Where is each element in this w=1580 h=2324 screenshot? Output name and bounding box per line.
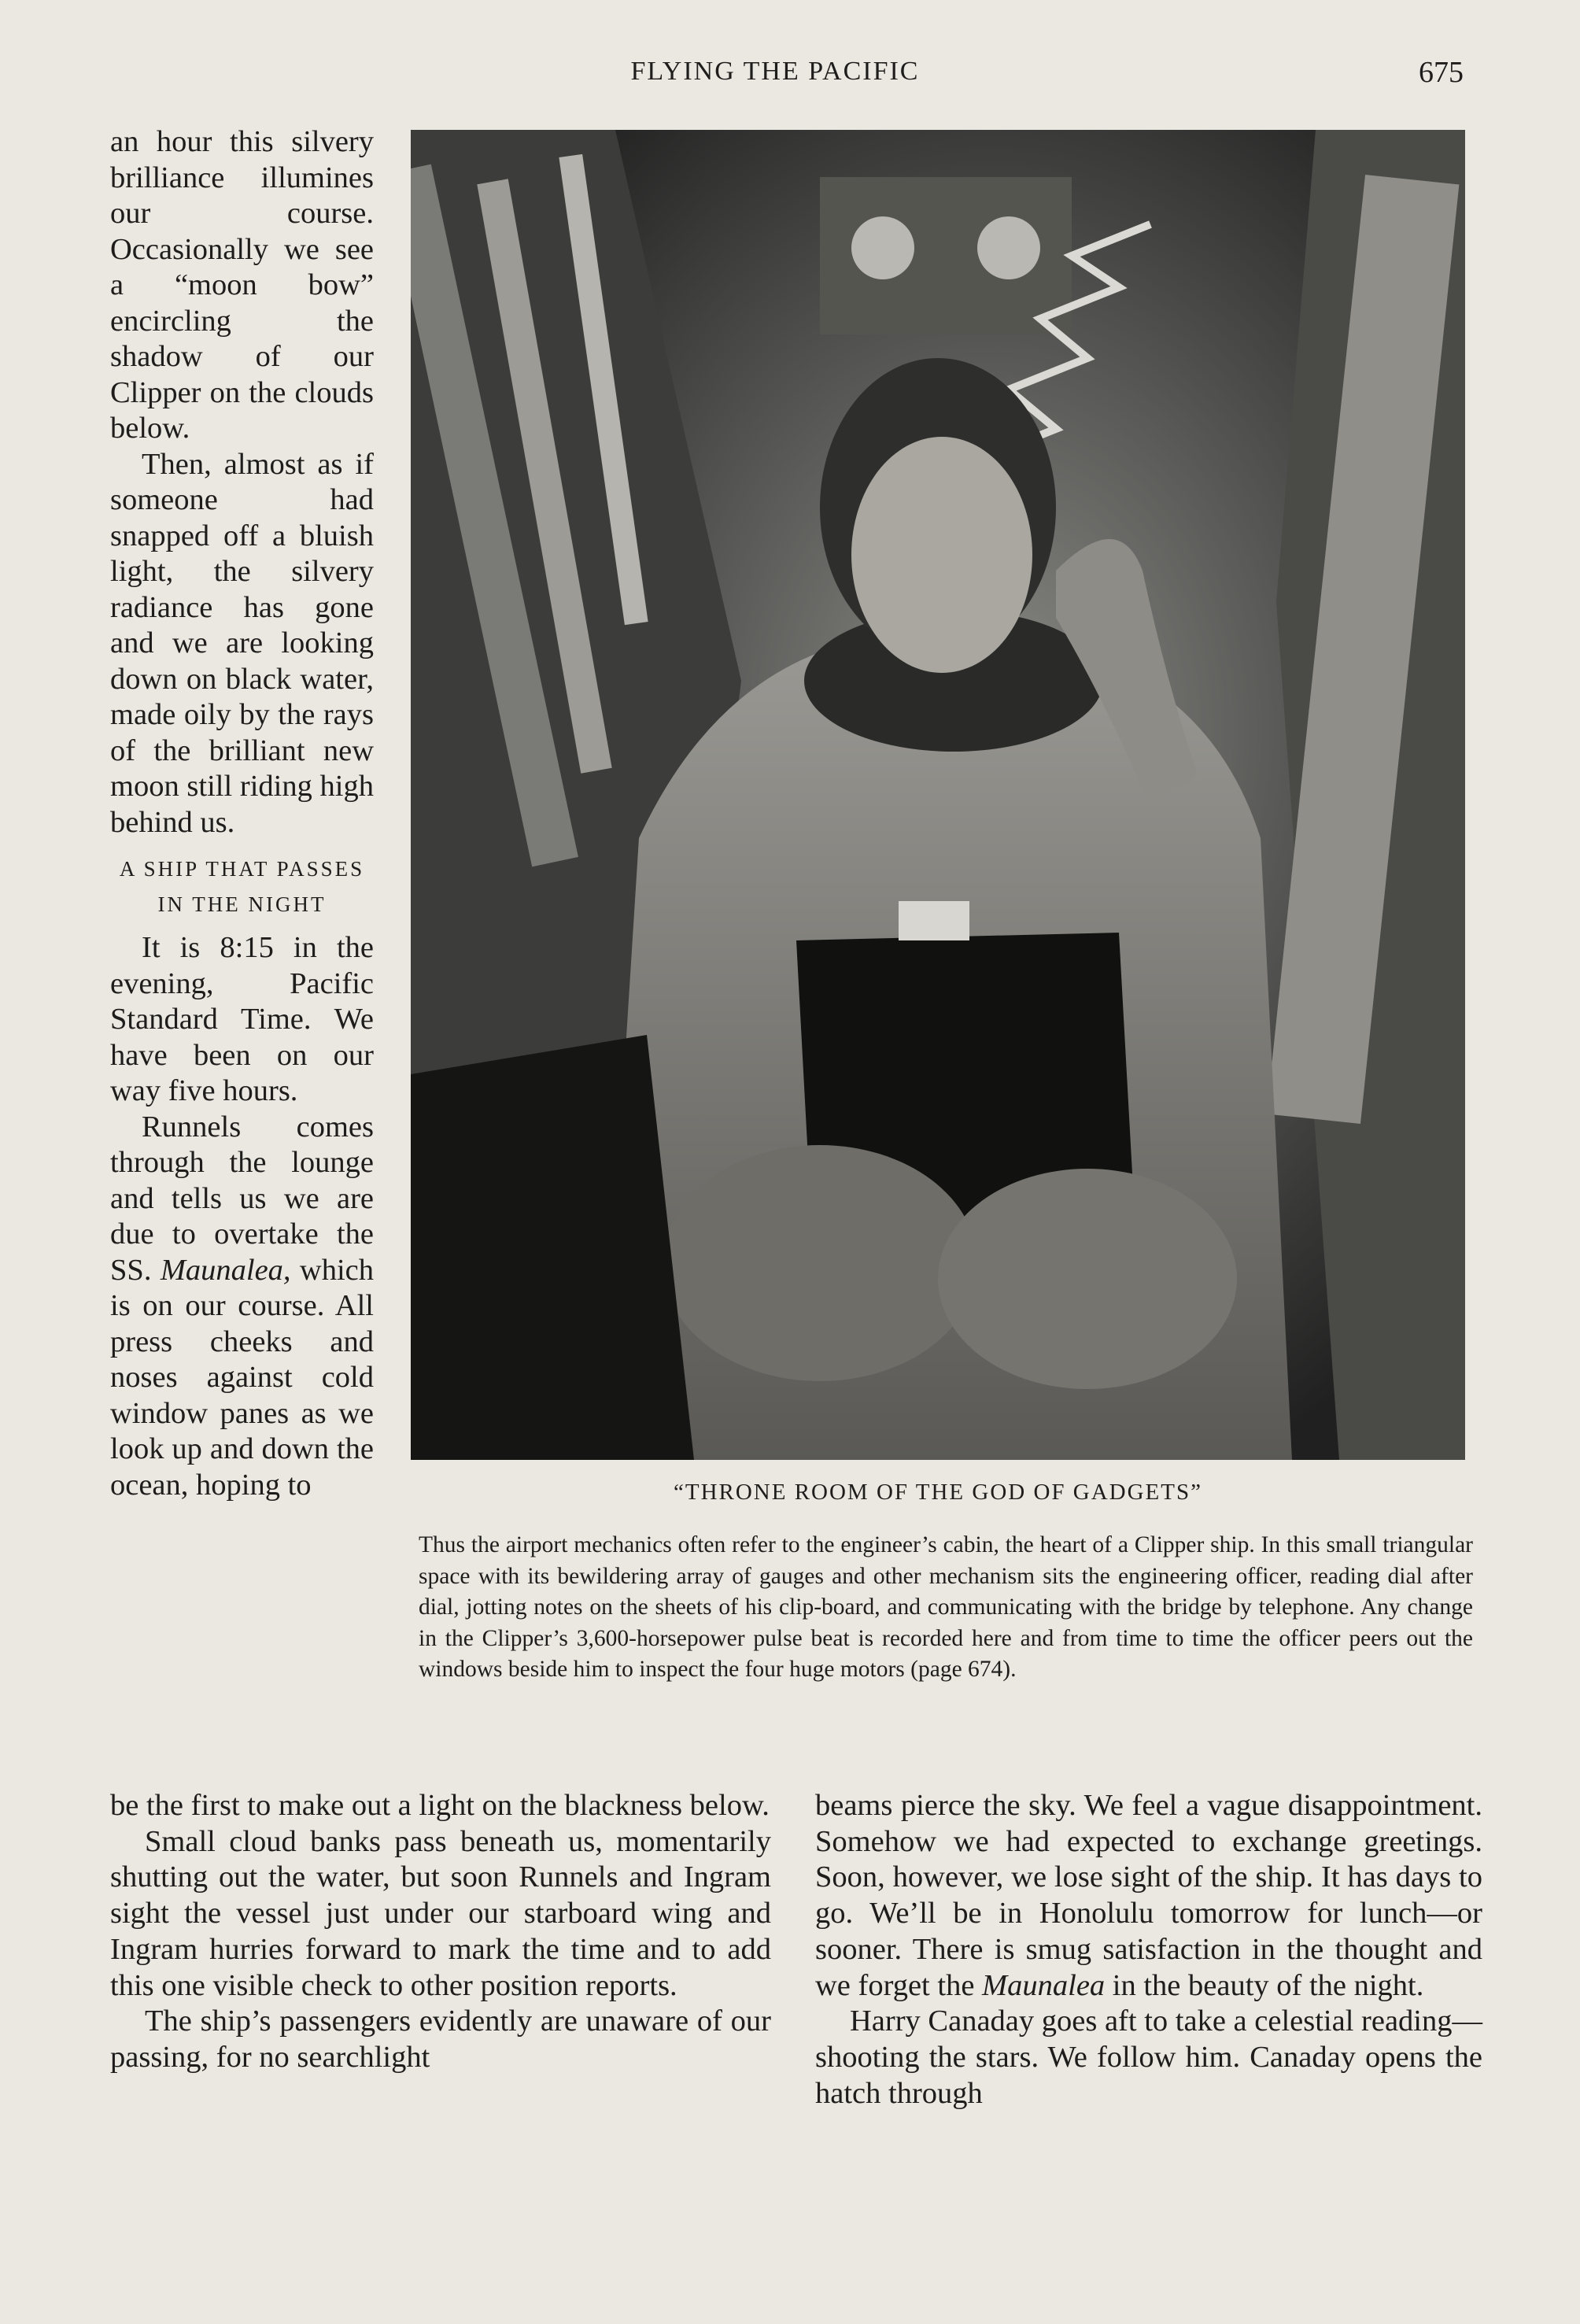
ship-name: Maunalea [982, 1968, 1106, 2002]
body-paragraph [815, 1788, 1482, 2004]
photo-illustration [411, 130, 1465, 1460]
ship-name: Maunalea, [160, 1253, 291, 1287]
side-paragraph: an hour this silvery brilliance illumines our course. Occasionally we see a “moon bow” encircling the shadow of our Clipper on the clouds below. [110, 125, 374, 445]
text-run: beams pierce the sky. We feel a vague disappointment. Somehow we had expected to exchange greetings. Soon, however, we lose sight of the ship. It has days to go. We’ll be in Honolulu tomorrow for lunch—or sooner. There is smug satisfaction in the thought and we forget the [815, 1789, 1482, 2002]
side-paragraph [110, 1110, 374, 1504]
body-paragraph: The ship’s passengers evidently are unaware of our passing, for no searchlight [110, 2004, 771, 2074]
caption-title: “THRONE ROOM OF THE GOD OF GADGETS” [673, 1480, 1202, 1505]
body-column-left [110, 1788, 771, 2076]
body-paragraph: Small cloud banks pass beneath us, momentarily shutting out the water, but soon Runnels and Ingram sight the vessel just under our starboard wing and Ingram hurries forward to mark the time and to add this one visible check to other position reports. [110, 1824, 771, 2002]
text-run: which is on our course. All press cheeks and noses against cold window panes as we look up and down the ocean, hoping to [110, 1253, 374, 1502]
side-paragraph: It is 8:15 in the evening, Pacific Standard Time. We have been on our way five hours. [110, 931, 374, 1107]
running-header: FLYING THE PACIFIC [630, 57, 920, 86]
page-number: 675 [1419, 56, 1464, 89]
section-subheading: A SHIP THAT PASSES IN THE NIGHT [119, 857, 365, 916]
engineer-cabin-photo [411, 130, 1465, 1460]
body-column-right [815, 1788, 1482, 2112]
text-run: in the beauty of the night. [1112, 1968, 1424, 2002]
body-paragraph: be the first to make out a light on the blackness below. [110, 1789, 770, 1822]
text-run: Runnels comes through the lounge and tells us we are due to overtake the SS. [110, 1110, 374, 1287]
side-paragraph: Then, almost as if someone had snapped off a bluish light, the silvery radiance has gone and we are looking down on black water, made oily by the rays of the brilliant new moon still riding high behind us. [110, 447, 374, 839]
body-paragraph: Harry Canaday goes aft to take a celestial reading—shooting the stars. We follow him. Canaday opens the hatch through [815, 2004, 1482, 2110]
caption-body: Thus the airport mechanics often refer to the engineer’s cabin, the heart of a Clipper ship. In this small triangular space with its bewildering array of gauges and other mechanism sits the engineering officer, reading dial after dial, jotting notes on the sheets of his clip-board, and communicating with the bridge by telephone. Any change in the Clipper’s 3,600-horsepower pulse beat is recorded here and from time to time the officer peers out the windows beside him to inspect the four huge motors (page 674). [419, 1532, 1473, 1682]
side-column [110, 124, 374, 1503]
